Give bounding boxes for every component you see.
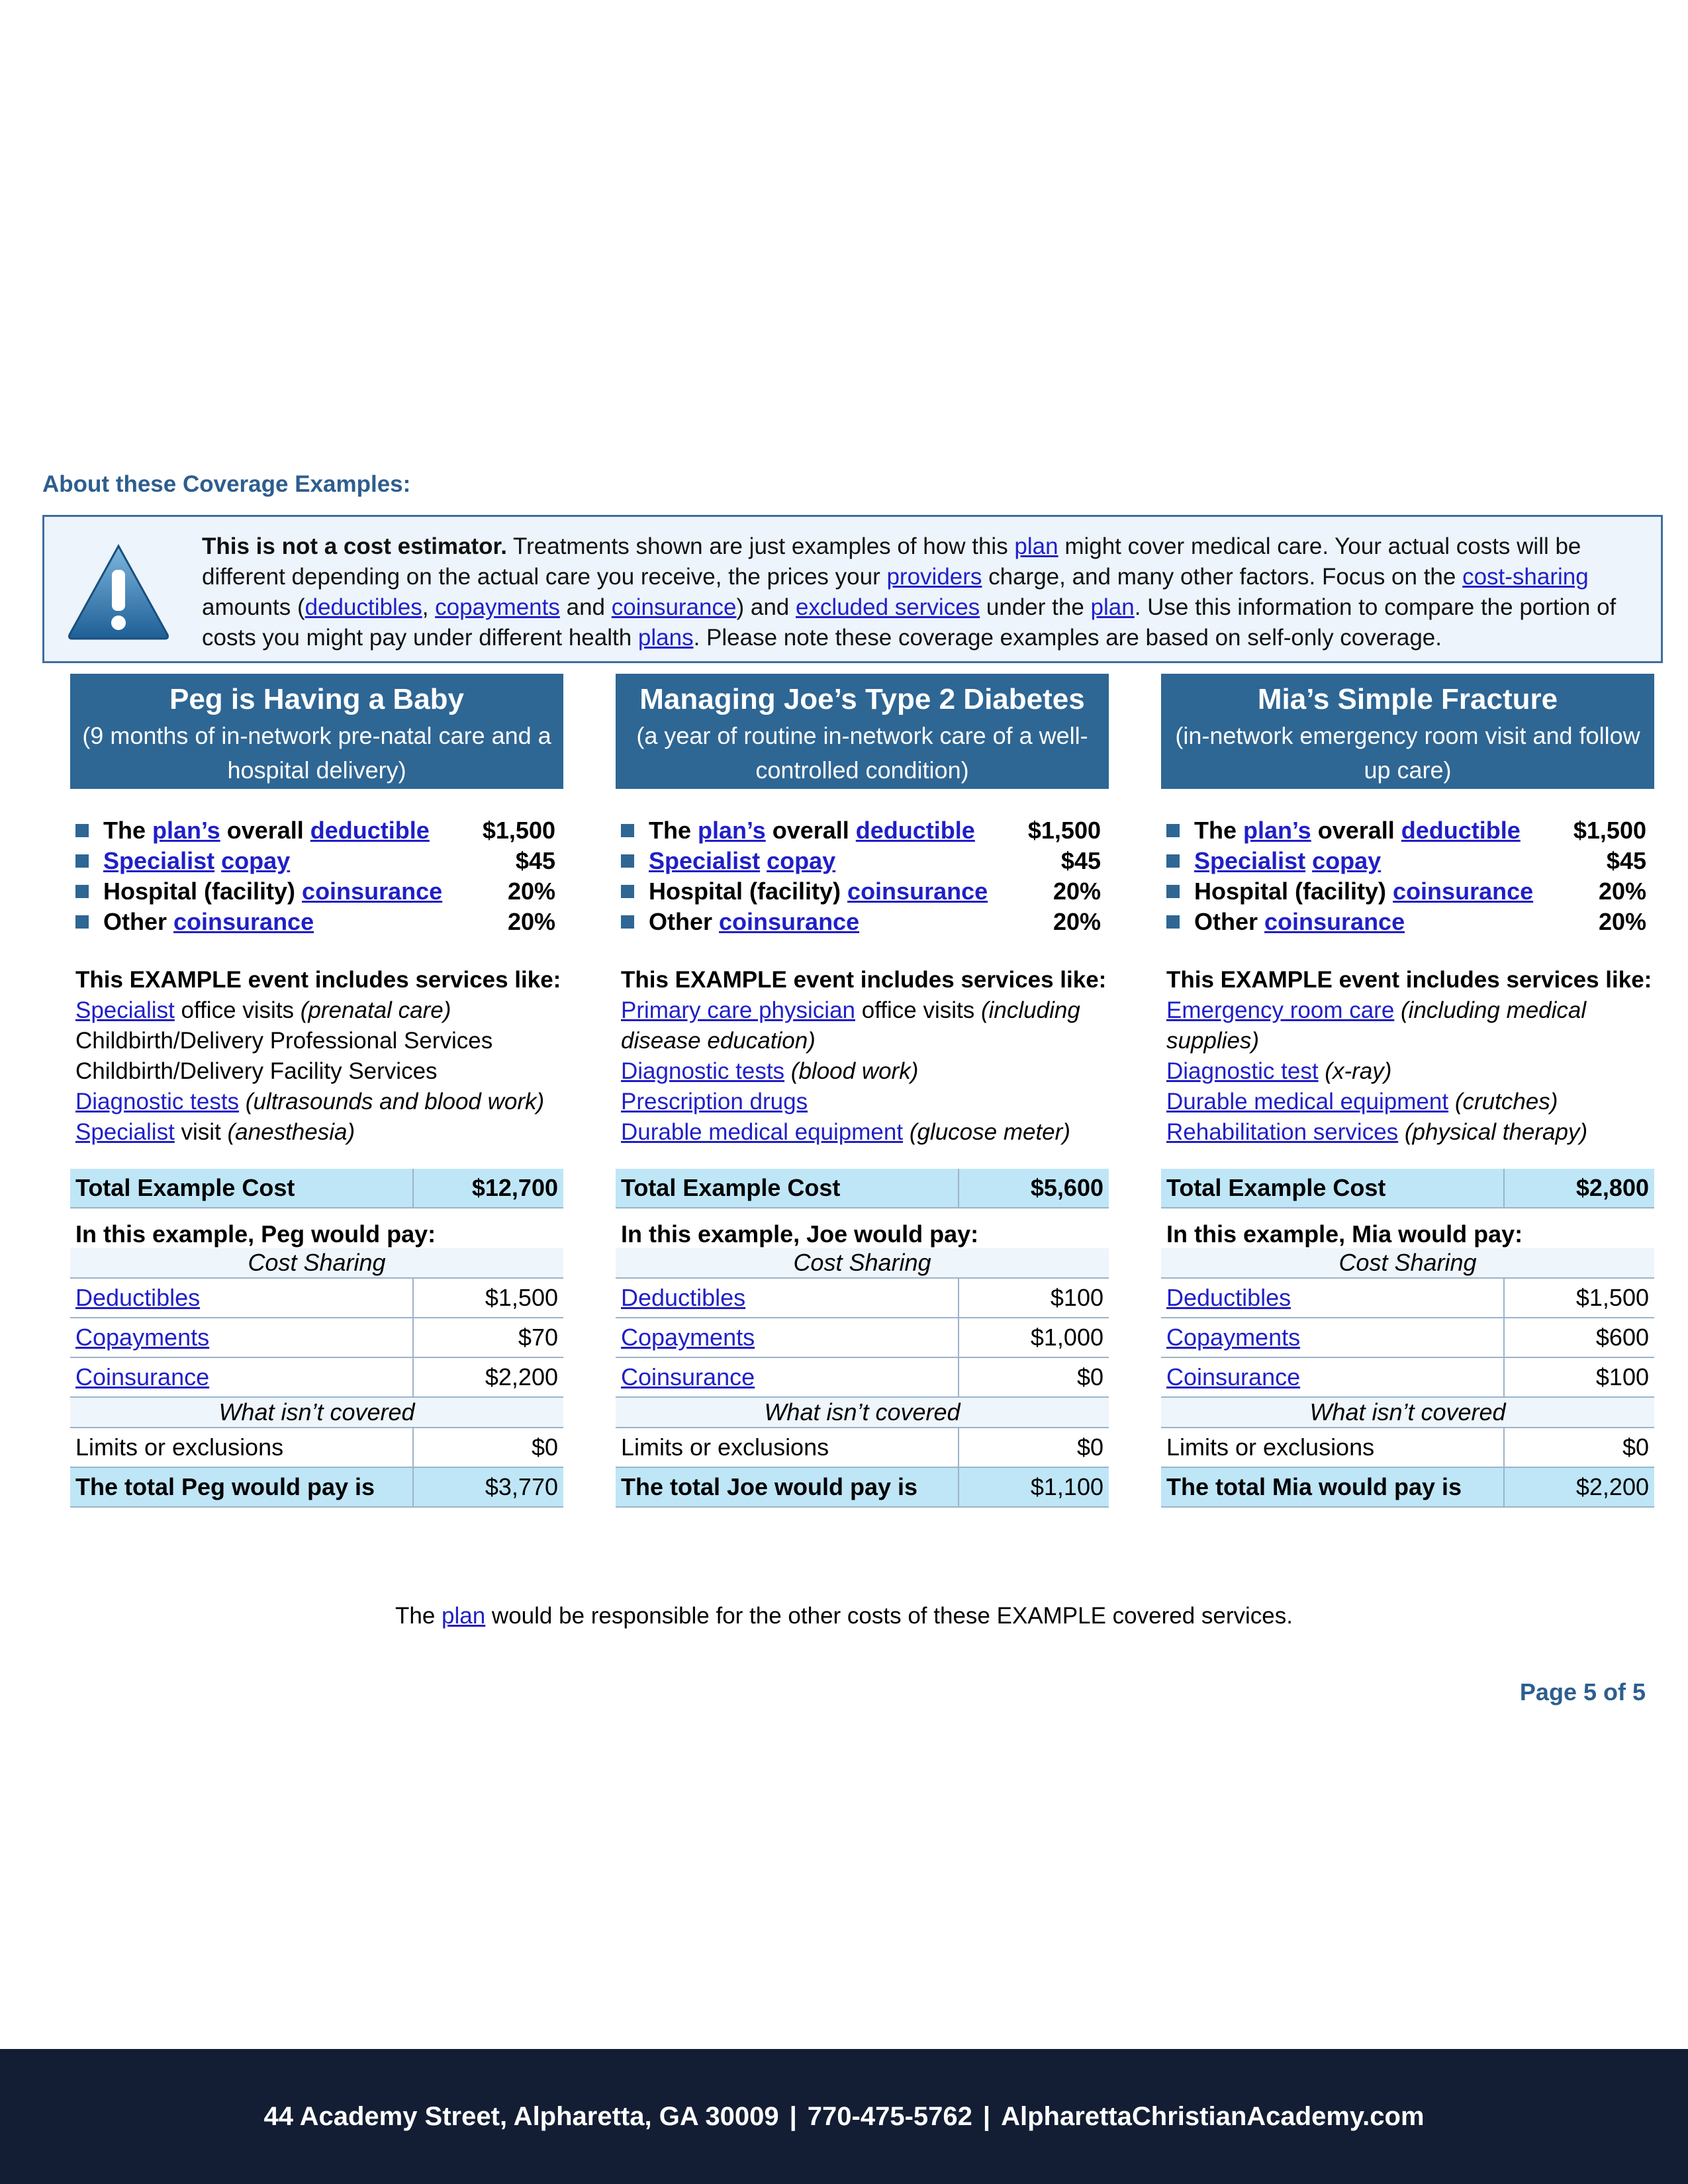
bullet-square-icon [1166, 824, 1180, 837]
copayments-value: $600 [1504, 1318, 1654, 1357]
plan-link[interactable]: plan [1090, 594, 1135, 620]
footer-phone[interactable]: 770-475-5762 [807, 2102, 972, 2131]
deductibles-link[interactable]: Deductibles [1166, 1284, 1291, 1311]
service-link[interactable]: Specialist [75, 1119, 175, 1145]
service-item [621, 1087, 1109, 1117]
footer-bar [0, 2049, 1688, 2184]
plan-link[interactable]: plan [442, 1603, 486, 1629]
plans-link[interactable]: plan’s [698, 817, 766, 844]
specialist-copay-value: $45 [1060, 847, 1101, 874]
service-link[interactable]: Diagnostic test [1166, 1058, 1319, 1084]
specialist-link[interactable]: Specialist [649, 847, 761, 874]
plan-summary-list [70, 815, 563, 937]
other-coinsurance-value: 20% [1053, 908, 1101, 935]
coinsurance-row [1161, 1357, 1654, 1397]
deductibles-link[interactable]: deductibles [305, 594, 422, 620]
footer-separator: | [789, 2102, 797, 2131]
bullet-square-icon [621, 885, 634, 898]
deductible-row: The plan’s overall deductible $1,500 [1166, 815, 1646, 846]
service-link[interactable]: Primary care physician [621, 997, 855, 1023]
service-note: (crutches) [1454, 1089, 1558, 1115]
bullet-square-icon [621, 915, 634, 929]
service-link[interactable]: Prescription drugs [621, 1089, 808, 1115]
total-example-cost-row: Total Example Cost $5,600 [616, 1169, 1109, 1208]
coinsurance-value: $100 [1504, 1357, 1654, 1397]
coinsurance-link[interactable]: coinsurance [173, 908, 314, 935]
not-covered-subheader: What isn’t covered [70, 1397, 563, 1428]
bullet-square-icon [75, 915, 89, 929]
deductible-value: $1,500 [1027, 817, 1101, 844]
specialist-link[interactable]: Specialist [1194, 847, 1306, 874]
deductible-row: The plan’s overall deductible $1,500 [75, 815, 555, 846]
deductible-row: The plan’s overall deductible $1,500 [621, 815, 1101, 846]
service-item: Specialist office visits (prenatal care) [75, 997, 451, 1023]
hospital-coinsurance-row: Hospital (facility) coinsurance 20% [75, 876, 555, 907]
copayments-link[interactable]: Copayments [621, 1324, 755, 1351]
other-coinsurance-value: 20% [1598, 908, 1646, 935]
excluded-services-link[interactable]: excluded services [795, 594, 980, 620]
cost-estimator-notice [42, 515, 1663, 663]
services-title: This EXAMPLE event includes services like: [1166, 967, 1652, 993]
plans-link[interactable]: plan’s [1243, 817, 1311, 844]
deductibles-value: $1,500 [413, 1278, 563, 1318]
deductibles-row [616, 1278, 1109, 1318]
copayments-link[interactable]: Copayments [75, 1324, 210, 1351]
coinsurance-link[interactable]: coinsurance [719, 908, 860, 935]
coinsurance-value: $2,200 [413, 1357, 563, 1397]
copayments-row [1161, 1318, 1654, 1357]
plans-link[interactable]: plan’s [152, 817, 220, 844]
notice-text: This is not a cost estimator. Treatments shown are just examples of how this plan might cover medical care. Your actual costs will be different depending on the actual care you receive, the prices your providers charge, and many other factors. Focus on the cost-sharing amounts (deductibles, copayments and coinsurance) and excluded services under the plan. Use this information to compare the portion of costs you might pay under different health plans. Please note these coverage examples are based on self-only coverage. [202, 533, 1617, 651]
total-example-cost-value: $12,700 [413, 1169, 563, 1208]
coinsurance-link[interactable]: coinsurance [847, 878, 988, 905]
plans-link[interactable]: plans [637, 625, 694, 651]
service-item [1166, 1117, 1654, 1148]
services-title: This EXAMPLE event includes services like: [621, 967, 1107, 993]
total-would-pay-value: $2,200 [1504, 1467, 1654, 1507]
deductibles-value: $1,500 [1504, 1278, 1654, 1318]
total-example-cost-row: Total Example Cost $2,800 [1161, 1169, 1654, 1208]
would-pay-row: In this example, Joe would pay: [621, 1220, 979, 1248]
bullet-square-icon [621, 824, 634, 837]
example-column-peg [70, 674, 563, 1508]
service-link[interactable]: Durable medical equipment [621, 1119, 904, 1145]
service-note: (glucose meter) [909, 1119, 1070, 1145]
specialist-copay-value: $45 [1606, 847, 1646, 874]
coinsurance-link[interactable]: Coinsurance [75, 1363, 210, 1390]
copayments-row [70, 1318, 563, 1357]
other-coinsurance-row: Other coinsurance 20% [75, 907, 555, 937]
service-item [1166, 995, 1654, 1056]
services-list [1161, 965, 1654, 1148]
specialist-copay-row [621, 846, 1101, 876]
page-number: Page 5 of 5 [1519, 1678, 1646, 1706]
total-would-pay-row: The total Mia would pay is $2,200 [1161, 1467, 1654, 1507]
hospital-coinsurance-row: Hospital (facility) coinsurance 20% [621, 876, 1101, 907]
total-would-pay-value: $1,100 [959, 1467, 1109, 1507]
coinsurance-link[interactable]: coinsurance [611, 594, 737, 620]
example-column-joe [616, 674, 1109, 1508]
specialist-link[interactable]: Specialist [103, 847, 215, 874]
service-note: (prenatal care) [300, 997, 451, 1023]
limits-value: $0 [413, 1428, 563, 1467]
plan-link[interactable]: plan [1014, 533, 1058, 559]
services-list [70, 965, 563, 1148]
providers-link[interactable]: providers [886, 564, 982, 590]
service-note: (including medical supplies) [1166, 997, 1587, 1054]
hospital-coinsurance-value: 20% [1598, 878, 1646, 905]
cost-sharing-subheader: Cost Sharing [70, 1248, 563, 1278]
deductible-value: $1,500 [482, 817, 555, 844]
warning-icon [66, 542, 171, 641]
example-title: Peg is Having a Baby [169, 683, 465, 715]
service-item [621, 1056, 1109, 1087]
other-coinsurance-row: Other coinsurance 20% [1166, 907, 1646, 937]
copay-link[interactable]: copay [767, 847, 836, 874]
bullet-square-icon [1166, 885, 1180, 898]
deductibles-link[interactable]: Deductibles [75, 1284, 201, 1311]
cost-sharing-subheader: Cost Sharing [616, 1248, 1109, 1278]
footer-website[interactable]: AlpharettaChristianAcademy.com [1001, 2102, 1425, 2131]
service-note: (including disease education) [621, 997, 1080, 1054]
cost-table [616, 1169, 1109, 1508]
example-column-mia [1161, 674, 1654, 1508]
plan-summary-list [1161, 815, 1654, 937]
cost-sharing-link[interactable]: cost-sharing [1462, 564, 1589, 590]
hospital-coinsurance-row: Hospital (facility) coinsurance 20% [1166, 876, 1646, 907]
specialist-copay-value: $45 [515, 847, 555, 874]
total-example-cost-value: $2,800 [1504, 1169, 1654, 1208]
deductible-link[interactable]: deductible [310, 817, 430, 844]
service-item: Childbirth/Delivery Professional Services [75, 1028, 493, 1054]
copay-link[interactable]: copay [221, 847, 291, 874]
would-pay-row: In this example, Peg would pay: [75, 1220, 436, 1248]
bullet-square-icon [621, 854, 634, 868]
example-header [70, 674, 563, 789]
coinsurance-link[interactable]: coinsurance [302, 878, 443, 905]
bullet-square-icon [75, 824, 89, 837]
copayments-row [616, 1318, 1109, 1357]
coinsurance-link[interactable]: coinsurance [1393, 878, 1534, 905]
total-example-cost-value: $5,600 [959, 1169, 1109, 1208]
cost-sharing-subheader: Cost Sharing [1161, 1248, 1654, 1278]
example-title: Mia’s Simple Fracture [1257, 683, 1558, 715]
example-subtitle: (in-network emergency room visit and follow up care) [1175, 722, 1640, 784]
deductibles-row [70, 1278, 563, 1318]
total-would-pay-row: The total Peg would pay is $3,770 [70, 1467, 563, 1507]
services-title: This EXAMPLE event includes services like: [75, 967, 561, 993]
deductibles-row [1161, 1278, 1654, 1318]
service-link[interactable]: Diagnostic tests [75, 1089, 240, 1115]
limits-row: Limits or exclusions $0 [1161, 1428, 1654, 1467]
hospital-coinsurance-value: 20% [1053, 878, 1101, 905]
example-subtitle: (9 months of in-network pre-natal care and a hospital delivery) [82, 722, 551, 784]
service-link[interactable]: Diagnostic tests [621, 1058, 785, 1084]
footer-separator: | [982, 2102, 991, 2131]
deductibles-value: $100 [959, 1278, 1109, 1318]
coinsurance-link[interactable]: coinsurance [1264, 908, 1405, 935]
bullet-square-icon [75, 854, 89, 868]
limits-value: $0 [959, 1428, 1109, 1467]
cost-table [1161, 1169, 1654, 1508]
coverage-examples-heading: About these Coverage Examples: [42, 471, 411, 497]
services-list [616, 965, 1109, 1148]
total-example-cost-row: Total Example Cost $12,700 [70, 1169, 563, 1208]
deductible-link[interactable]: deductible [855, 817, 975, 844]
example-header [616, 674, 1109, 789]
total-would-pay-value: $3,770 [413, 1467, 563, 1507]
deductibles-link[interactable]: Deductibles [621, 1284, 746, 1311]
hospital-coinsurance-value: 20% [507, 878, 555, 905]
example-header [1161, 674, 1654, 789]
service-note: (blood work) [790, 1058, 919, 1084]
not-covered-subheader: What isn’t covered [1161, 1397, 1654, 1428]
coinsurance-value: $0 [959, 1357, 1109, 1397]
service-item [621, 1117, 1109, 1148]
specialist-copay-row [75, 846, 555, 876]
copayments-value: $70 [413, 1318, 563, 1357]
service-item [1166, 1087, 1654, 1117]
total-would-pay-row: The total Joe would pay is $1,100 [616, 1467, 1109, 1507]
limits-row: Limits or exclusions $0 [70, 1428, 563, 1467]
would-pay-row: In this example, Mia would pay: [1166, 1220, 1523, 1248]
copayments-link[interactable]: copayments [435, 594, 560, 620]
coinsurance-link[interactable]: Coinsurance [621, 1363, 755, 1390]
example-title: Managing Joe’s Type 2 Diabetes [639, 683, 1085, 715]
service-note: (x-ray) [1325, 1058, 1392, 1084]
not-covered-subheader: What isn’t covered [616, 1397, 1109, 1428]
cost-table [70, 1169, 563, 1508]
service-note: (ultrasounds and blood work) [245, 1089, 545, 1115]
deductible-value: $1,500 [1573, 817, 1646, 844]
footer-address: 44 Academy Street, Alpharetta, GA 30009 [263, 2102, 779, 2131]
bullet-square-icon [1166, 854, 1180, 868]
service-link[interactable]: Specialist [75, 997, 175, 1023]
limits-row: Limits or exclusions $0 [616, 1428, 1109, 1467]
coinsurance-row [70, 1357, 563, 1397]
service-item: Primary care physician office visits (including disease education) [621, 997, 1080, 1054]
coinsurance-row [616, 1357, 1109, 1397]
service-item [75, 1087, 563, 1117]
service-note: (anesthesia) [227, 1119, 355, 1145]
specialist-copay-row [1166, 846, 1646, 876]
copay-link[interactable]: copay [1312, 847, 1382, 874]
copayments-link[interactable]: Copayments [1166, 1324, 1301, 1351]
deductible-link[interactable]: deductible [1401, 817, 1521, 844]
plan-summary-list [616, 815, 1109, 937]
service-note: (physical therapy) [1404, 1119, 1588, 1145]
limits-value: $0 [1504, 1428, 1654, 1467]
coinsurance-link[interactable]: Coinsurance [1166, 1363, 1301, 1390]
service-item: Childbirth/Delivery Facility Services [75, 1058, 438, 1084]
other-coinsurance-row: Other coinsurance 20% [621, 907, 1101, 937]
bullet-square-icon [75, 885, 89, 898]
service-link[interactable]: Rehabilitation services [1166, 1119, 1399, 1145]
service-item: Specialist visit (anesthesia) [75, 1119, 355, 1145]
other-coinsurance-value: 20% [507, 908, 555, 935]
bullet-square-icon [1166, 915, 1180, 929]
service-link[interactable]: Durable medical equipment [1166, 1089, 1449, 1115]
service-item [1166, 1056, 1654, 1087]
closing-statement: The plan would be responsible for the other costs of these EXAMPLE covered services. [395, 1603, 1293, 1629]
service-link[interactable]: Emergency room care [1166, 997, 1395, 1023]
example-subtitle: (a year of routine in-network care of a well-controlled condition) [636, 722, 1088, 784]
copayments-value: $1,000 [959, 1318, 1109, 1357]
